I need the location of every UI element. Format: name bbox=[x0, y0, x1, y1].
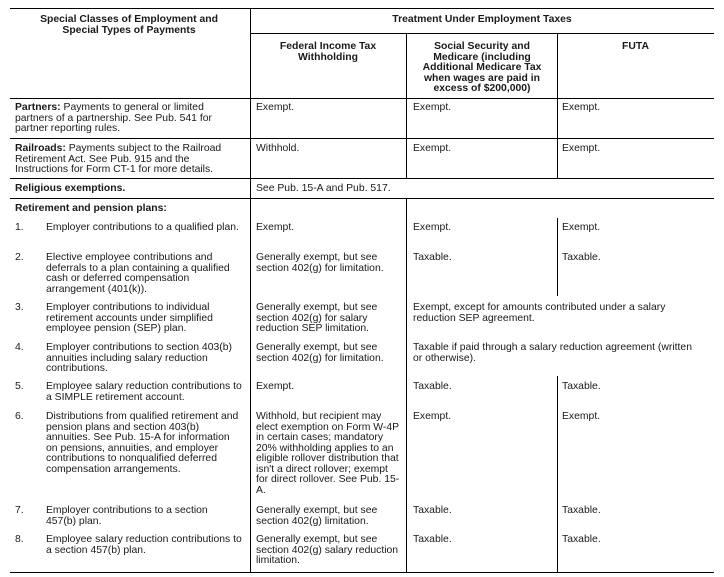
column-divider bbox=[557, 376, 558, 573]
header-treatment: Treatment Under Employment Taxes bbox=[392, 14, 572, 25]
plan-fitw: Generally exempt, but see section 402(g) for salary reduction SEP limitation. bbox=[256, 302, 378, 334]
plan-description: Employee salary reduction contributions to a section 457(b) plan. bbox=[46, 534, 242, 556]
column-divider bbox=[406, 198, 407, 573]
railroads-description: Railroads: Payments subject to the Railroad Retirement Act. See Pub. 915 and the Instructions for Form CT-1 for more details. bbox=[15, 143, 222, 175]
religious-label: Religious exemptions. bbox=[15, 183, 126, 194]
retirement-heading: Retirement and pension plans: bbox=[15, 203, 167, 214]
partners-futa: Exempt. bbox=[562, 102, 601, 113]
plan-description: Employer contributions to individual retirement accounts under simplified employee pension (SEP) plan. bbox=[46, 302, 213, 334]
plan-ss: Taxable. bbox=[413, 534, 452, 545]
plan-fitw: Withhold, but recipient may elect exemption on Form W-4P in certain cases; mandatory 20% withholding applies to an eligible rollover distribution that isn't a direct rollover; exempt for direct rollover. See Pub. 15-A. bbox=[256, 411, 400, 496]
plan-description: Employer contributions to a section 457(b) plan. bbox=[46, 505, 208, 527]
partners-description: Partners: Payments to general or limited partners of a partnership. See Pub. 541 for partner reporting rules. bbox=[15, 102, 212, 134]
row-divider bbox=[10, 138, 714, 139]
partners-ss: Exempt. bbox=[413, 102, 452, 113]
plan-description: Elective employee contributions and deferrals to a plan containing a qualified cash or deferred compensation arrangement (401(k)). bbox=[46, 252, 230, 295]
plan-futa: Exempt. bbox=[562, 411, 601, 422]
treatment-header-divider bbox=[250, 33, 714, 34]
plan-description: Employer contributions to a qualified plan. bbox=[46, 222, 239, 233]
railroads-ss: Exempt. bbox=[413, 143, 452, 154]
plan-number: 3. bbox=[15, 302, 24, 313]
table-bottom-border bbox=[10, 572, 714, 573]
plan-ss: Taxable. bbox=[413, 252, 452, 263]
plan-fitw: Generally exempt, but see section 402(g) for limitation. bbox=[256, 342, 384, 364]
plan-futa: Taxable. bbox=[562, 534, 601, 545]
plan-number: 8. bbox=[15, 534, 24, 545]
plan-ss-futa: Taxable if paid through a salary reduction agreement (written or otherwise). bbox=[413, 342, 692, 364]
column-divider bbox=[406, 33, 407, 178]
plan-description: Distributions from qualified retirement and pension plans and section 403(b) annuities. See Pub. 15-A for information on pensions, annuities, and employer contributions to nonqualified deferred compensation arrangements. bbox=[46, 411, 239, 475]
header-federal-income-tax: Federal Income Tax Withholding bbox=[279, 41, 377, 63]
header-social-security: Social Security and Medicare (including Additional Medicare Tax when wages are paid in excess of $200,000) bbox=[422, 41, 542, 94]
railroads-futa: Exempt. bbox=[562, 143, 601, 154]
plan-ss: Taxable. bbox=[413, 381, 452, 392]
plan-futa: Taxable. bbox=[562, 381, 601, 392]
plan-fitw: Exempt. bbox=[256, 381, 295, 392]
plan-number: 5. bbox=[15, 381, 24, 392]
plan-description: Employer contributions to section 403(b) annuities including salary reduction contributions. bbox=[46, 342, 232, 374]
header-bottom-border bbox=[10, 98, 714, 99]
header-futa: FUTA bbox=[622, 41, 649, 52]
railroads-fitw: Withhold. bbox=[256, 143, 300, 154]
plan-ss: Exempt. bbox=[413, 411, 452, 422]
plan-number: 6. bbox=[15, 411, 24, 422]
plan-futa: Exempt. bbox=[562, 222, 601, 233]
plan-fitw: Generally exempt, but see section 402(g) for limitation. bbox=[256, 252, 384, 274]
religious-treatment: See Pub. 15-A and Pub. 517. bbox=[256, 183, 391, 194]
plan-fitw: Generally exempt, but see section 402(g) limitation. bbox=[256, 505, 378, 527]
column-divider bbox=[250, 8, 251, 573]
table-top-border bbox=[10, 8, 714, 9]
plan-fitw: Exempt. bbox=[256, 222, 295, 233]
plan-number: 4. bbox=[15, 342, 24, 353]
plan-number: 2. bbox=[15, 252, 24, 263]
column-divider bbox=[557, 33, 558, 178]
partners-fitw: Exempt. bbox=[256, 102, 295, 113]
header-special-classes: Special Classes of Employment and Special Types of Payments bbox=[40, 14, 218, 36]
row-divider bbox=[10, 198, 714, 199]
row-divider bbox=[10, 178, 714, 179]
plan-description: Employee salary reduction contributions to a SIMPLE retirement account. bbox=[46, 381, 242, 403]
column-divider bbox=[557, 218, 558, 296]
plan-number: 7. bbox=[15, 505, 24, 516]
plan-ss: Taxable. bbox=[413, 505, 452, 516]
plan-ss-futa: Exempt, except for amounts contributed under a salary reduction SEP agreement. bbox=[413, 302, 666, 324]
plan-fitw: Generally exempt, but see section 402(g) salary reduction limitation. bbox=[256, 534, 399, 566]
plan-number: 1. bbox=[15, 222, 24, 233]
plan-futa: Taxable. bbox=[562, 505, 601, 516]
plan-futa: Taxable. bbox=[562, 252, 601, 263]
plan-ss: Exempt. bbox=[413, 222, 452, 233]
